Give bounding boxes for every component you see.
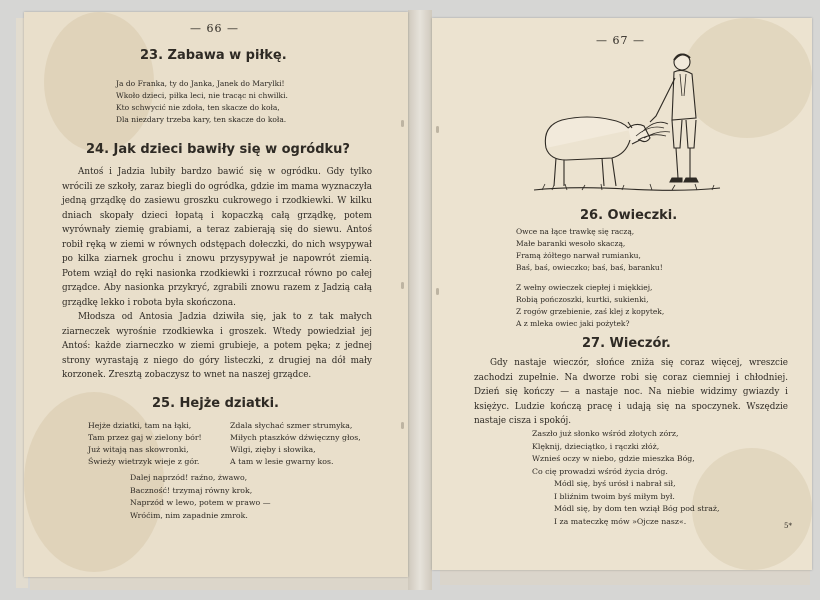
binding-hole [401,422,404,429]
verse-line: Co cię prowadzi wśród życia dróg. [532,466,668,476]
paragraph: Antoś i Jadzia lubiły bardzo bawić się w ogródku. Gdy tylko wrócili ze szkoły, zaraz biegli do ogródka, gdzie im mama wyznaczyła jedną grządkę do zasiewu groszku cukrowego i rzodkiewki. W kilku dniach skopały dzieci łopatą i kopaczką całą grządkę, potem wyrównały ziemię grabiami, a teraz zabierają się do siewu. Antoś robił ręką w ziemi w równych odstępach dołeczki, do nich wsypywał po kilka ziarnek grochu i znowu przysypywał je napowrót ziemią. Potem wziął do ręki nasionka rzodkiewki i rozrzucał równo po całej grządce. Aby nasionka przykryć, zgrabili znowu razem z Jadzią całą grządkę lekko i robota była skończona. [62,167,372,308]
signature-mark: 5* [784,522,792,530]
book-gutter [408,10,432,590]
poem-23 [116,78,288,126]
verse-line: Z rogów grzebienie, zaś klej z kopytek, [516,307,665,316]
verse-line: Dla niezdary trzeba kary, ten skacze do koła. [116,115,287,124]
verse-line: Módl się, byś urósł i nabrał sił, [554,479,676,488]
section-24-title: 24. Jak dzieci bawiły się w ogródku? [86,142,350,157]
verse-line: Naprzód w lewo, potem w prawo — [130,498,271,507]
poem-25-column-1 [88,420,202,468]
verse-line: Owce na łące trawkę się raczą, [516,227,635,236]
section-27-text [474,356,788,429]
verse-line: Dalej naprzód! raźno, żwawo, [130,473,248,482]
verse-line: Miłych ptaszków dźwięczny głos, [230,433,361,442]
verse-line: Zaszło już słonko wśród złotych zórz, [532,429,679,438]
verse-line: Wilgi, zięby i słowika, [230,445,316,454]
right-page [432,18,812,570]
section-25-title: 25. Hejże dziatki. [152,396,279,411]
verse-line: A tam w lesie gwarny kos. [230,457,334,466]
poem-25-chorus [130,472,271,522]
verse-line: Świeży wietrzyk wieje z gór. [88,457,200,466]
verse-line: Framą żółtego narwał rumianku, [516,251,641,260]
verse-line: I bliźnim twoim byś miłym był. [554,491,675,501]
binding-hole [401,282,404,289]
verse-line: Baczność! trzymaj równy krok, [130,485,253,495]
section-26-title: 26. Owieczki. [580,208,678,223]
verse-line: Już witają nas skowronki, [88,445,189,454]
verse-line: Klęknij, dzieciątko, i rączki złóż, [532,441,660,451]
verse-line: Wróćim, nim zapadnie zmrok. [130,510,248,520]
verse-line: Wkoło dzieci, piłka leci, nie tracąc ni chwilki. [116,91,288,100]
binding-hole [436,126,439,133]
page-number: — 67 — [596,34,645,47]
verse-line: Małe baranki wesoło skaczą, [516,239,626,248]
verse-line: Módl się, by dom ten wziął Bóg pod straż, [554,504,720,513]
poem-26-stanza-2 [516,282,664,330]
poem-26-stanza-1 [516,226,663,274]
verse-line: Wznieś oczy w niebo, gdzie mieszka Bóg, [532,454,695,463]
binding-hole [401,120,404,127]
section-27-title: 27. Wieczór. [582,336,671,351]
poem-27 [532,428,695,478]
verse-line: Tam przez gaj w zielony bór! [88,433,202,442]
binding-hole [436,288,439,295]
verse-line: Zdala słychać szmer strumyka, [230,421,353,430]
verse-line: Baś, baś, owieczko; baś, baś, baranku! [516,263,663,272]
page-number: — 66 — [190,22,239,35]
left-page [24,12,408,577]
verse-line: Kto schwycić nie zdoła, ten skacze do koła, [116,103,280,112]
poem-27-stanza-2 [554,478,719,528]
poem-25-column-2 [230,420,361,468]
verse-line: Hejże dziatki, tam na łąki, [88,421,192,430]
section-24-text [62,165,372,383]
paragraph: Gdy nastaje wieczór, słońce zniża się coraz więcej, wreszcie zachodzi zupełnie. Na dworze robi się coraz ciemniej i chłodniej. Dzień się kończy — a nastaje noc. Na niebie widzimy gwiazdy i księżyc. Ludzie kończą pracę i udają się na spoczynek. Wszędzie nastaje cisza i spokój. [474,358,788,426]
boy-feeding-sheep-illustration [532,48,722,198]
section-23-title: 23. Zabawa w piłkę. [140,48,287,63]
verse-line: I za mateczkę mów »Ojcze nasz«. [554,516,687,526]
verse-line: Z wełny owieczek ciepłej i miękkiej, [516,283,653,292]
verse-line: Robią pończoszki, kurtki, sukienki, [516,295,649,304]
paragraph: Młodsza od Antosia Jadzia dziwiła się, jak to z tak małych ziarneczek wyrośnie rzodkiewka i groszek. Wtedy powiedział jej Antoś: każde ziarneczko w ziemi grubieje, a potem pęka; z jednej strony wyrastają z niego do góry listeczki, z drugiej na dół mały korzonek. Zresztą zobaczysz to wnet na naszej grządce. [62,312,372,380]
verse-line: A z mleka owiec jaki pożytek? [516,319,630,328]
verse-line: Ja do Franka, ty do Janka, Janek do Marylki! [116,79,285,88]
